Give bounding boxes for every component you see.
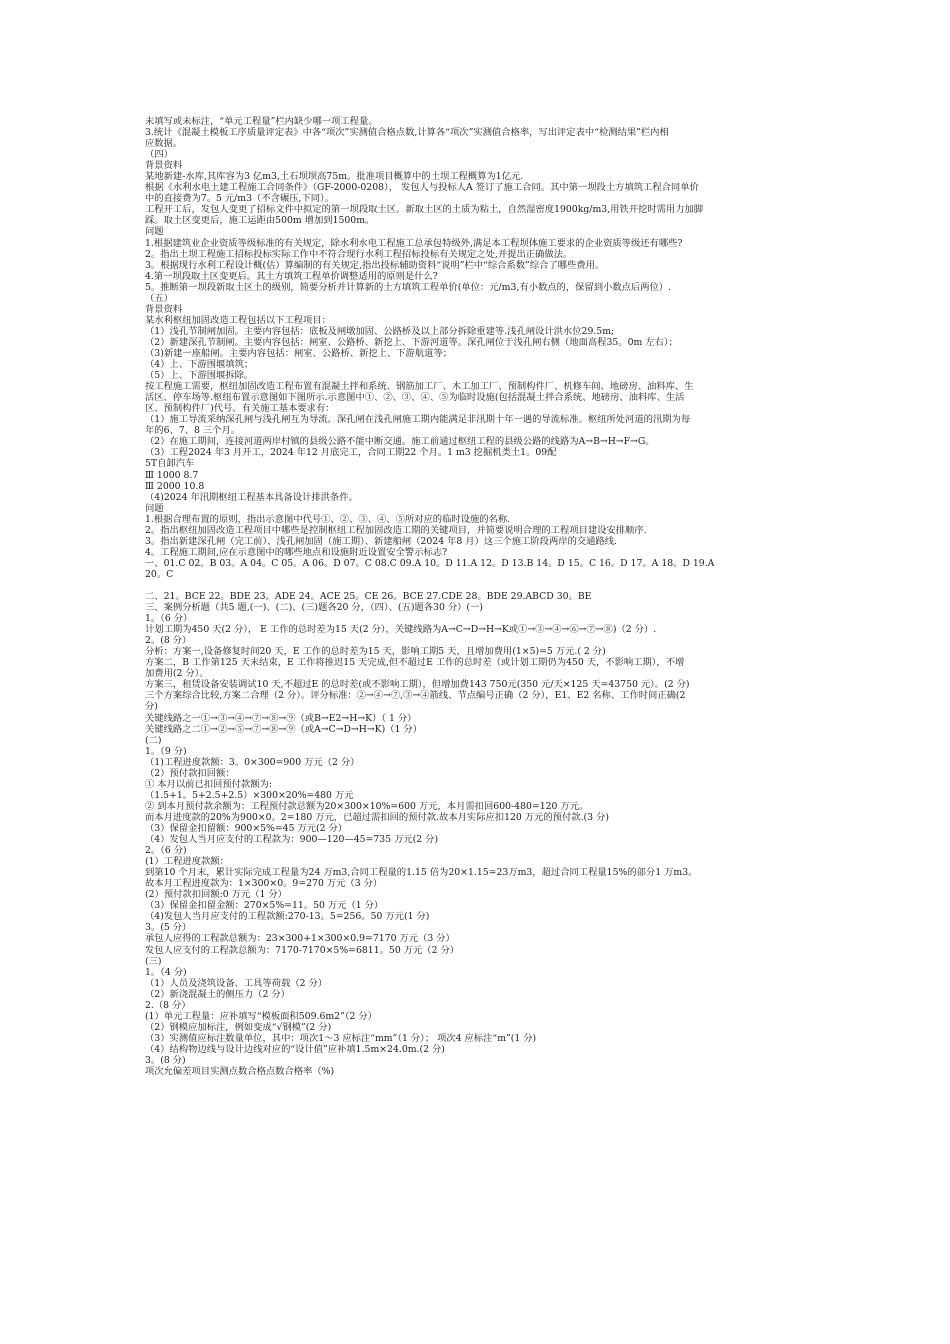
text-line: 关键线路之一①→③→④→⑦→⑧→⑨（或B→E2→H→K）（ 1 分） — [145, 712, 417, 724]
text-line: （3)新建一座船闸。主要内容包括：闸室、公路桥、新挖上、下游航道等； — [145, 347, 453, 359]
text-line: 年的6、7、8 三个月。 — [145, 425, 241, 437]
text-line: （5）上、下游围堰拆除。 — [145, 370, 254, 382]
text-line: 分) — [145, 701, 158, 713]
text-line: 2。（6 分) — [145, 845, 187, 857]
text-line: 背景资料 — [145, 303, 183, 315]
text-line: 2。指出枢纽加固改造工程项目中哪些是控制枢纽工程加固改造工期的关键项目，并简要说明合理的工程项目建设安排顺序. — [145, 524, 647, 536]
text-line: 方案三，租赁设备安装调试10 天,不超过E 的总时差(或不影响工期），但增加费143 750元(350 元/天×125 天=43750 元）。(2 分) — [145, 679, 690, 691]
text-line: 踩。取土区变更后，施工运距由500m 增加到1500m。 — [145, 215, 375, 227]
text-line: 2.（8 分） — [145, 999, 191, 1011]
text-line: 区、预制构件厂)代号。有关施工基本要求有： — [145, 403, 335, 415]
text-line: 按工程施工需要，枢纽加固改造工程布置有混凝土拌和系统、钢筋加工厂、木工加工厂、预制构件厂、机修车间、地磅房、油料库、生 — [145, 381, 694, 393]
text-line: 工程开工后，发包人变更了招标文件中拟定的第一坝段取土区。新取土区的土质为粘土，自然湿密度1900kg/m3,用铁开挖时需用力加脚 — [145, 204, 704, 216]
text-line: 某地新建-水库,其库容为3 亿m3,土石坝坝高75m。批准项目概算中的土坝工程概算为1亿元. — [145, 171, 524, 183]
text-line: 20。C — [145, 568, 174, 580]
text-line: 承包人应得的工程款总额为：23×300+1×300×0.9=7170 万元（3 分） — [145, 933, 455, 945]
text-line: 2。(8 分） — [145, 635, 192, 647]
text-line: （2）新建深孔节制闸。主要内容包括：闸室、公路桥、新挖上、下游河道等。深孔闸位于浅孔闸右侧（地面高程35。0m 左右）； — [145, 336, 678, 348]
text-line: （2）钢模应加标注，例如变成“√钢模”(2 分) — [145, 1021, 332, 1033]
text-line: ① 本月以前已扣回预付款额为: — [145, 778, 272, 790]
text-line: （1）人员及浇筑设备、工具等荷载（2 分） — [145, 977, 328, 989]
text-line: ② 到本月预付款余额为：工程预付款总额为20×300×10%=600 万元，本月需扣回600-480=120 万元。 — [145, 800, 589, 812]
text-line: 4.第一坝段取土区变更后。其土方填筑工程单价调整适用的原则是什么? — [145, 270, 438, 282]
text-line: （1)工程进度款额：3。0×300=900 万元（2 分） — [145, 756, 360, 768]
text-line: 3.统计《混凝土模板工序质量评定表》中各“项次”实测值合格点数,计算各“项次”实测值合格率，写出评定表中“检测结果”栏内相 — [145, 127, 669, 139]
text-line: （五） — [145, 292, 173, 304]
text-line: 三个方案综合比较,方案二合理（2 分）。评分标准：②→④→⑦,③→④箭线、节点编号正确（2 分），E1、E2 名称、工作时间正确(2 — [145, 690, 686, 702]
text-line: （2）新浇混凝土的侧压力（2 分） — [145, 988, 290, 1000]
text-line: 3。(5 分） — [145, 922, 192, 934]
text-line: 计划工期为450 天(2 分）， E 工作的总时差为15 天(2 分），关键线路为A→C→D→H→K或①→③→④→⑥→⑦→⑧)（2 分）. — [145, 624, 657, 636]
text-line: Ⅲ 2000 10.8 — [145, 480, 205, 492]
text-line: (三) — [145, 955, 162, 967]
text-line: (二) — [145, 734, 162, 746]
text-line: 二、21。BCE 22。BDE 23。ADE 24。ACE 25。CE 26。BCE 27.CDE 28。BDE 29.ABCD 30。BE — [145, 591, 592, 603]
text-line: 发包人应支付的工程款总额为：7170-7170×5%=6811。50 万元（2 分） — [145, 944, 460, 956]
text-line: 方案二，B 工作第125 天末结束，E 工作将推迟15 天完成,但不超过E 工作的总时差（或计划工期仍为450 天，不影响工期），不增 — [145, 657, 685, 669]
text-line: （4）上、下游围堰填筑； — [145, 359, 254, 371]
text-line: （2）在施工期间，连接河道两岸村镇的县级公路不能中断交通。施工前通过枢纽工程的县级公路的线路为A→B→H→F→G。 — [145, 436, 655, 448]
text-line: (1）工程进度款额： — [145, 856, 229, 868]
text-line: 关键线路之二①→②→⑤→⑦→⑧→⑨（或A→C→D→H→K)（1 分） — [145, 723, 422, 735]
text-line: 1。（4 分) — [145, 966, 187, 978]
text-line: 到第10 个月末，累计实际完成工程量为24 万m3,合同工程量的1.15 倍为20×1.15=23万m3，超过合同工程量15%的部分1 万m3。 — [145, 867, 698, 879]
text-line: （1）施工导流采纳深孔闸与浅孔闸互为导流。深孔闸在浅孔闸施工期内能满足非汛期十年一遇的导流标准。枢纽所处河道的汛期为每 — [145, 414, 691, 426]
text-line: 故本月工程进度款为：1×300×0。9=270 万元（3 分） — [145, 878, 383, 890]
text-line: 应数据。 — [145, 138, 183, 150]
text-line: 1。（6 分） — [145, 613, 193, 625]
text-line: （1.5+1。5+2.5+2.5）×300×20%=480 万元 — [145, 789, 354, 801]
text-line: Ⅲ 1000 8.7 — [145, 469, 199, 481]
text-line: 问题 — [145, 226, 164, 238]
text-line: （2）预付款扣回额： — [145, 767, 235, 779]
text-line: 5T自卸汽车 — [145, 458, 195, 470]
text-line: 3。根据现行水利工程设计概(估）算编制的有关规定,指出投标辅助资料“说明”栏中“综合系数”综合了哪些费用。 — [145, 259, 605, 271]
text-line: （3）工程2024 年3 月开工，2024 年12 月底完工，合同工期22 个月。1 m3 挖掘机类土1。09配 — [145, 447, 557, 459]
text-line: 项次允偏差项目实测点数合格点数合格率（%) — [145, 1066, 335, 1078]
text-line: （3）实测值应标注数量单位，其中：项次1～3 应标注“mm”（1 分）； 项次4 应标注“m”(1 分) — [145, 1032, 537, 1044]
text-line: 1.根据合理布置的原则，指出示意图中代号①、②、③、④、⑤所对应的临时设施的名称. — [145, 513, 511, 525]
document-body — [145, 116, 817, 1077]
text-line: （1）浅孔节制闸加固。主要内容包括：底板及闸墩加固、公路桥及以上部分拆除重建等.浅孔闸设计洪水位29.5m; — [145, 325, 615, 337]
text-line: 1.根据建筑业企业资质等级标准的有关规定，除水利水电工程施工总承包特级外,满足本工程坝体施工要求的企业资质等级还有哪些? — [145, 237, 683, 249]
text-line: 3。(8 分) — [145, 1054, 186, 1066]
text-line: （4）结构物边线与设计边线对应的“设计值”应补填1.5m×24.0m.(2 分) — [145, 1043, 445, 1055]
text-line: 2。指出土坝工程施工招标投标实际工作中不符合现行水利工程招标投标有关规定之处,并提出正确做法。 — [145, 248, 573, 260]
text-line: (2）预付款扣回额:0 万元（1 分） — [145, 889, 287, 901]
text-line: (1）单元工程量：应补填写“模板面积509.6m2”（2 分） — [145, 1010, 377, 1022]
text-line: 4。工程施工期间,应在示意图中的哪些地点和设施附近设置安全警示标志? — [145, 546, 448, 558]
text-line: （4)2024 年汛期枢纽工程基本具备设计排洪条件。 — [145, 491, 358, 503]
text-line: 背景资料 — [145, 160, 183, 172]
text-line: 加费用(2 分）。 — [145, 668, 209, 680]
text-line: 一、01.C 02。B 03。A 04。C 05。A 06。D 07。C 08.C 09.A 10。D 11.A 12。D 13.B 14。D 15。C 16。D 17。A 18。D 19.A — [145, 557, 715, 569]
text-line: 未填写或未标注，“单元工程量”栏内缺少哪一项工程量。 — [145, 116, 378, 127]
text-line: 5。推断第一坝段新取土区土的级别，简要分析并计算新的土方填筑工程单价(单位：元/m3,有小数点的，保留到小数点后两位）. — [145, 281, 672, 293]
text-line: 3。指出新建深孔闸（完工前）、浅孔闸加固（施工期）、新建船闸（2024 年8 月）这三个施工阶段两岸的交通路线. — [145, 535, 618, 547]
text-line: （4)发包人当月应支付的工程款额:270-13。5=256。50 万元(1 分) — [145, 911, 430, 923]
text-line: （四） — [145, 149, 173, 161]
text-line: 根据《水利水电土建工程施工合同条件》（GF-2000-0208）， 发包人与投标人A 签订了施工合同。其中第一坝段土方填筑工程合同单价 — [145, 182, 699, 194]
text-line: （3）保留金扣留金额：270×5%=11。50 万元（1 分） — [145, 900, 384, 912]
text-line: （3）保留金扣留额：900×5%=45 万元(2 分） — [145, 823, 348, 834]
text-line: 中的直接费为7。5 元/m3（不含碾压,下同）。 — [145, 193, 335, 205]
text-line: 而本月进度款的20%为900×0。2=180 万元，已超过需扣回的预付款.故本月实际应扣120 万元的预付款.(3 分) — [145, 811, 609, 823]
text-line: 1。（9 分) — [145, 745, 187, 757]
text-line: 三、案例分析题（共5 题,(一)、(二)、(三)题各20 分，（四）、(五)题各30 分）(一) — [145, 602, 483, 614]
text-line: 某水利枢纽加固改造工程包括以下工程项目： — [145, 314, 331, 326]
text-line — [145, 580, 817, 591]
text-line: 活区、停车场等.枢纽布置示意图如下图所示.示意图中①、②、③、④、⑤为临时设施(包括混凝土拌合系统、地磅房、油料库、生活 — [145, 392, 685, 404]
text-line: （4）发包人当月应支付的工程款为：900—120—45=735 万元(2 分) — [145, 834, 439, 846]
text-line: 分析：方案一,设备修复时间20 天，E 工作的总时差为15 天，影响工期5 天，且增加费用(1×5)=5 万元.( 2 分) — [145, 646, 606, 658]
text-line: 问题 — [145, 502, 164, 514]
